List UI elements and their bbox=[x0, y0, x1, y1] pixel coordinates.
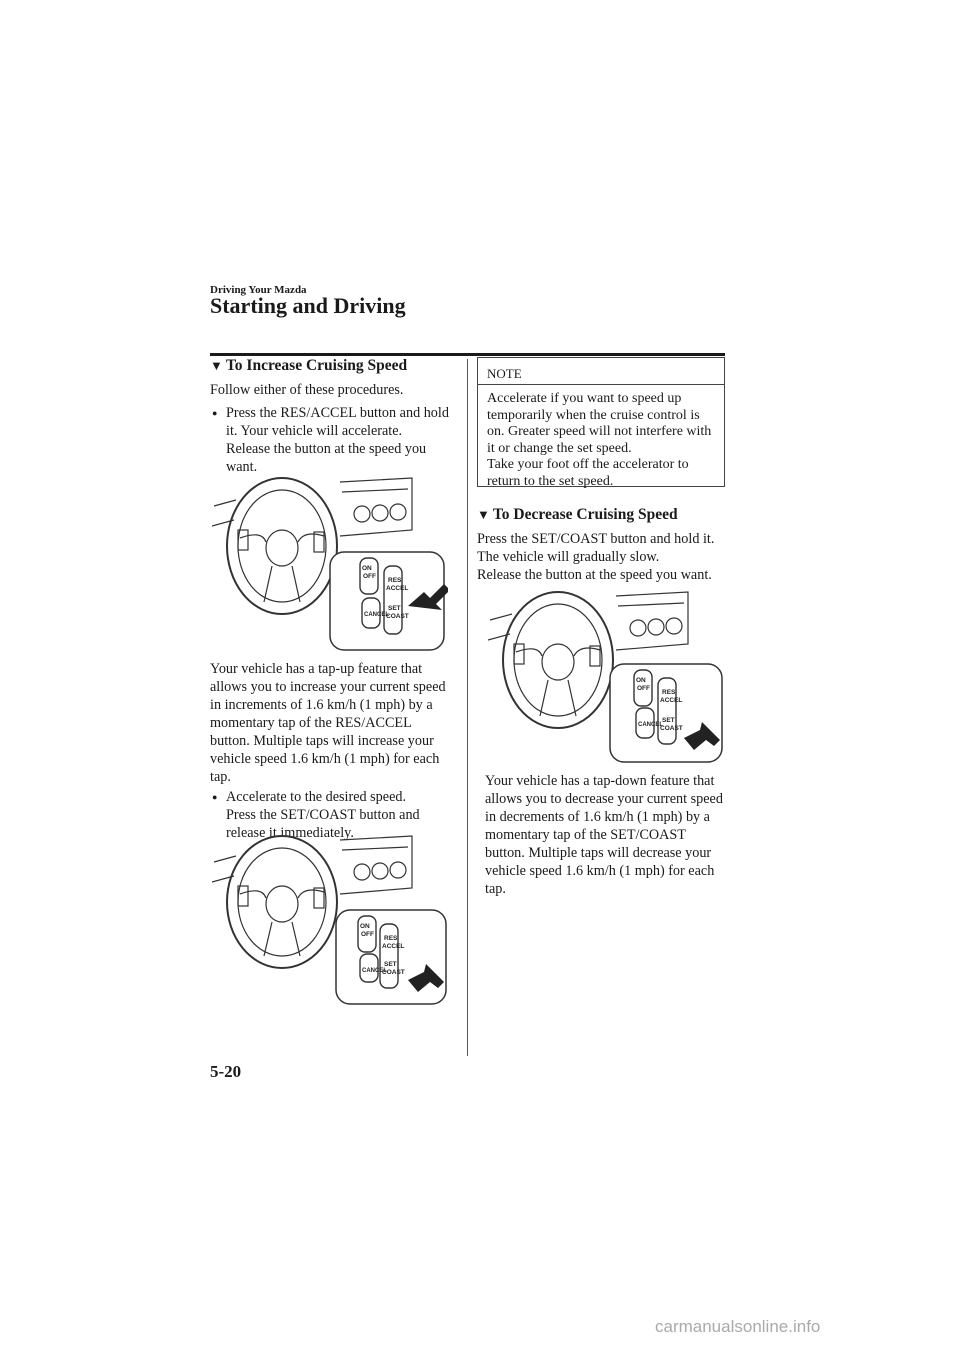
increase-intro: Follow either of these procedures. bbox=[210, 382, 404, 398]
bullet-item-hold: ● Press the RES/ACCEL button and hold it. Your vehicle will accelerate. Release the button at the speed you want. bbox=[212, 405, 449, 475]
steering-wheel-illustration-res-accel bbox=[212, 470, 448, 652]
watermark: carmanualsonline.info bbox=[655, 1317, 821, 1336]
off-label: OFF bbox=[637, 685, 650, 692]
decrease-heading: ▼ To Decrease Cruising Speed bbox=[477, 506, 678, 523]
coast-label: COAST bbox=[386, 613, 409, 620]
chapter-title: Starting and Driving bbox=[210, 293, 406, 318]
increase-heading: ▼ To Increase Cruising Speed bbox=[210, 357, 408, 374]
triangle-down-icon: ▼ bbox=[477, 507, 490, 522]
steering-wheel-illustration-decrease bbox=[488, 584, 724, 766]
coast-label: COAST bbox=[660, 725, 683, 732]
section-label: Driving Your Mazda bbox=[210, 284, 307, 296]
accel-label: ACCEL bbox=[386, 585, 409, 592]
off-label: OFF bbox=[363, 573, 376, 580]
res-label: RES bbox=[662, 689, 676, 696]
bullet-icon: ● bbox=[212, 792, 218, 802]
triangle-down-icon: ▼ bbox=[210, 358, 223, 373]
res-label: RES bbox=[384, 935, 398, 942]
set-label: SET bbox=[388, 605, 401, 612]
cancel-label: CANCEL bbox=[362, 968, 387, 974]
tapdown-paragraph: Your vehicle has a tap-down feature that allows you to decrease your current speed in decrements of 1.6 km/h (1 mph) by a momentary tap of the SET/COAST button. Multiple taps will decrease your vehicle speed 1.6 km/h (1 mph) for each tap. bbox=[485, 773, 723, 897]
header-rule bbox=[210, 353, 725, 356]
bullet-icon: ● bbox=[212, 408, 218, 418]
on-label: ON bbox=[362, 565, 372, 572]
set-label: SET bbox=[384, 961, 397, 968]
decrease-intro: Press the SET/COAST button and hold it. The vehicle will gradually slow. Release the button at the speed you want. bbox=[477, 531, 715, 583]
tapup-paragraph: Your vehicle has a tap-up feature that allows you to increase your current speed in increments of 1.6 km/h (1 mph) by a momentary tap of the RES/ACCEL button. Multiple taps will increase your vehicle speed 1.6 km/h (1 mph) for each tap. bbox=[210, 661, 446, 785]
note-box bbox=[477, 357, 725, 487]
steering-wheel-illustration-set-coast bbox=[212, 828, 448, 1006]
accel-label: ACCEL bbox=[382, 943, 405, 950]
bullet-item-accelerate: ● Accelerate to the desired speed. Press the SET/COAST button and release it immediately. bbox=[212, 789, 420, 841]
set-label: SET bbox=[662, 717, 675, 724]
res-label: RES bbox=[388, 577, 402, 584]
off-label: OFF bbox=[361, 931, 374, 938]
note-body: Accelerate if you want to speed up temporarily when the cruise control is on. Greater speed will not interfere with it or change the set speed. Take your foot off the accelerator to return to the set speed. bbox=[487, 391, 712, 489]
on-label: ON bbox=[636, 677, 646, 684]
coast-label: COAST bbox=[382, 969, 405, 976]
cancel-label: CANCEL bbox=[638, 722, 663, 728]
accel-label: ACCEL bbox=[660, 697, 683, 704]
cancel-label: CANCEL bbox=[364, 612, 389, 618]
on-label: ON bbox=[360, 923, 370, 930]
column-divider bbox=[467, 359, 468, 1056]
page-number: 5-20 bbox=[210, 1062, 242, 1081]
note-title: NOTE bbox=[478, 358, 724, 385]
